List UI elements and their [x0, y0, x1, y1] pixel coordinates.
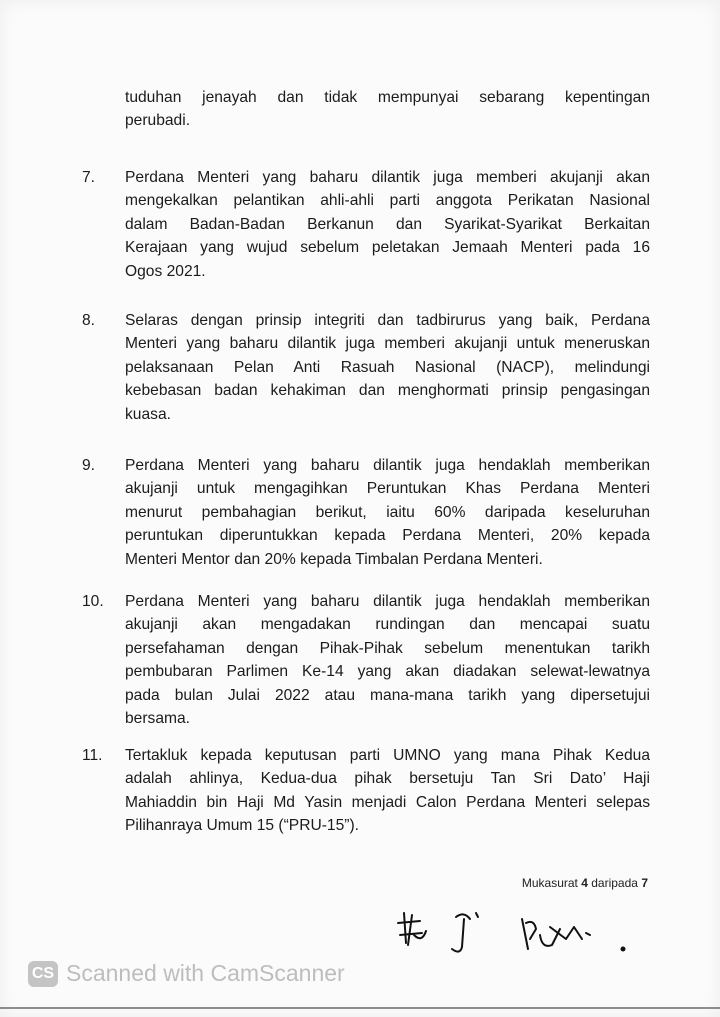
- page-number-current: 4: [581, 876, 588, 890]
- text-line: Menteri yang baharu dilantik juga memberi akujanji untuk meneruskan: [125, 335, 650, 353]
- page-number-middle: daripada: [591, 876, 638, 890]
- text-line: Menteri Mentor dan 20% kepada Timbalan Perdana Menteri.: [125, 550, 543, 568]
- paragraph-number: 11.: [82, 747, 103, 764]
- text-line: pelaksanaan Pelan Anti Rasuah Nasional (NACP), melindungi: [125, 358, 650, 376]
- text-line: Perdana Menteri yang baharu dilantik juga hendaklah memberikan: [125, 593, 650, 610]
- watermark-text: Scanned with CamScanner: [66, 960, 345, 986]
- paragraph-number: 9.: [82, 457, 96, 474]
- text-line: Ogos 2021.: [125, 262, 206, 280]
- text-line: mengekalkan pelantikan ahli-ahli parti anggota Perikatan Nasional: [125, 192, 650, 210]
- text-line: tuduhan jenayah dan tidak mempunyai sebarang kepentingan: [125, 89, 650, 106]
- page-number-prefix: Mukasurat: [521, 876, 578, 890]
- text-line: Selaras dengan prinsip integriti dan tadbirurus yang baik, Perdana: [125, 312, 650, 329]
- text-line: akujanji akan mengadakan rundingan dan mencapai suatu: [125, 616, 650, 634]
- text-line: perubadi.: [125, 112, 191, 130]
- text-line: Kerajaan yang wujud sebelum peletakan Jemaah Menteri pada 16: [125, 239, 650, 257]
- text-line: Mahiaddin bin Haji Md Yasin menjadi Calon Perdana Menteri selepas: [125, 793, 650, 811]
- bottom-border: [0, 1007, 720, 1009]
- text-line: pada bulan Julai 2022 atau mana-mana tarikh yang dipersetujui: [125, 686, 650, 704]
- paragraph-number: 7.: [82, 169, 96, 186]
- text-line: Tertakluk kepada keputusan parti UMNO yang mana Pihak Kedua: [125, 747, 650, 764]
- paragraph-9: [125, 454, 650, 571]
- signature-initials: [390, 905, 640, 975]
- text-line: kuasa.: [125, 405, 171, 423]
- page-number: [522, 876, 648, 890]
- paragraph-10: [125, 590, 650, 730]
- text-line: akujanji untuk mengagihkan Peruntukan Khas Perdana Menteri: [125, 480, 650, 498]
- text-line: adalah ahlinya, Kedua-dua pihak bersetuju Tan Sri Dato’ Haji: [125, 770, 650, 788]
- text-line: kebebasan badan kehakiman dan menghormati prinsip pengasingan: [125, 382, 650, 400]
- text-line: persefahaman dengan Pihak-Pihak sebelum menentukan tarikh: [125, 639, 650, 657]
- camscanner-watermark: [28, 960, 345, 987]
- camscanner-logo-icon: CS: [28, 961, 58, 987]
- text-line: pembubaran Parlimen Ke-14 yang akan diadakan selewat-lewatnya: [125, 663, 650, 681]
- text-line: bersama.: [125, 710, 191, 728]
- text-line: menurut pembahagian berikut, iaitu 60% daripada keseluruhan: [125, 503, 650, 521]
- paragraph-number: 8.: [82, 312, 96, 329]
- paragraph-11: [125, 744, 650, 838]
- text-line: dalam Badan-Badan Berkanun dan Syarikat-Syarikat Berkaitan: [125, 215, 650, 233]
- paragraph-number: 10.: [82, 593, 104, 610]
- paragraph-7: [125, 166, 650, 283]
- text-line: Pilihanraya Umum 15 (“PRU-15”).: [125, 817, 359, 835]
- intro-continuation: [125, 86, 650, 133]
- text-line: peruntukan diperuntukkan kepada Perdana Menteri, 20% kepada: [125, 527, 650, 545]
- page-number-total: 7: [641, 876, 648, 890]
- text-line: Perdana Menteri yang baharu dilantik juga hendaklah memberikan: [125, 457, 650, 474]
- paragraph-8: [125, 309, 650, 426]
- text-line: Perdana Menteri yang baharu dilantik juga memberi akujanji akan: [125, 169, 650, 186]
